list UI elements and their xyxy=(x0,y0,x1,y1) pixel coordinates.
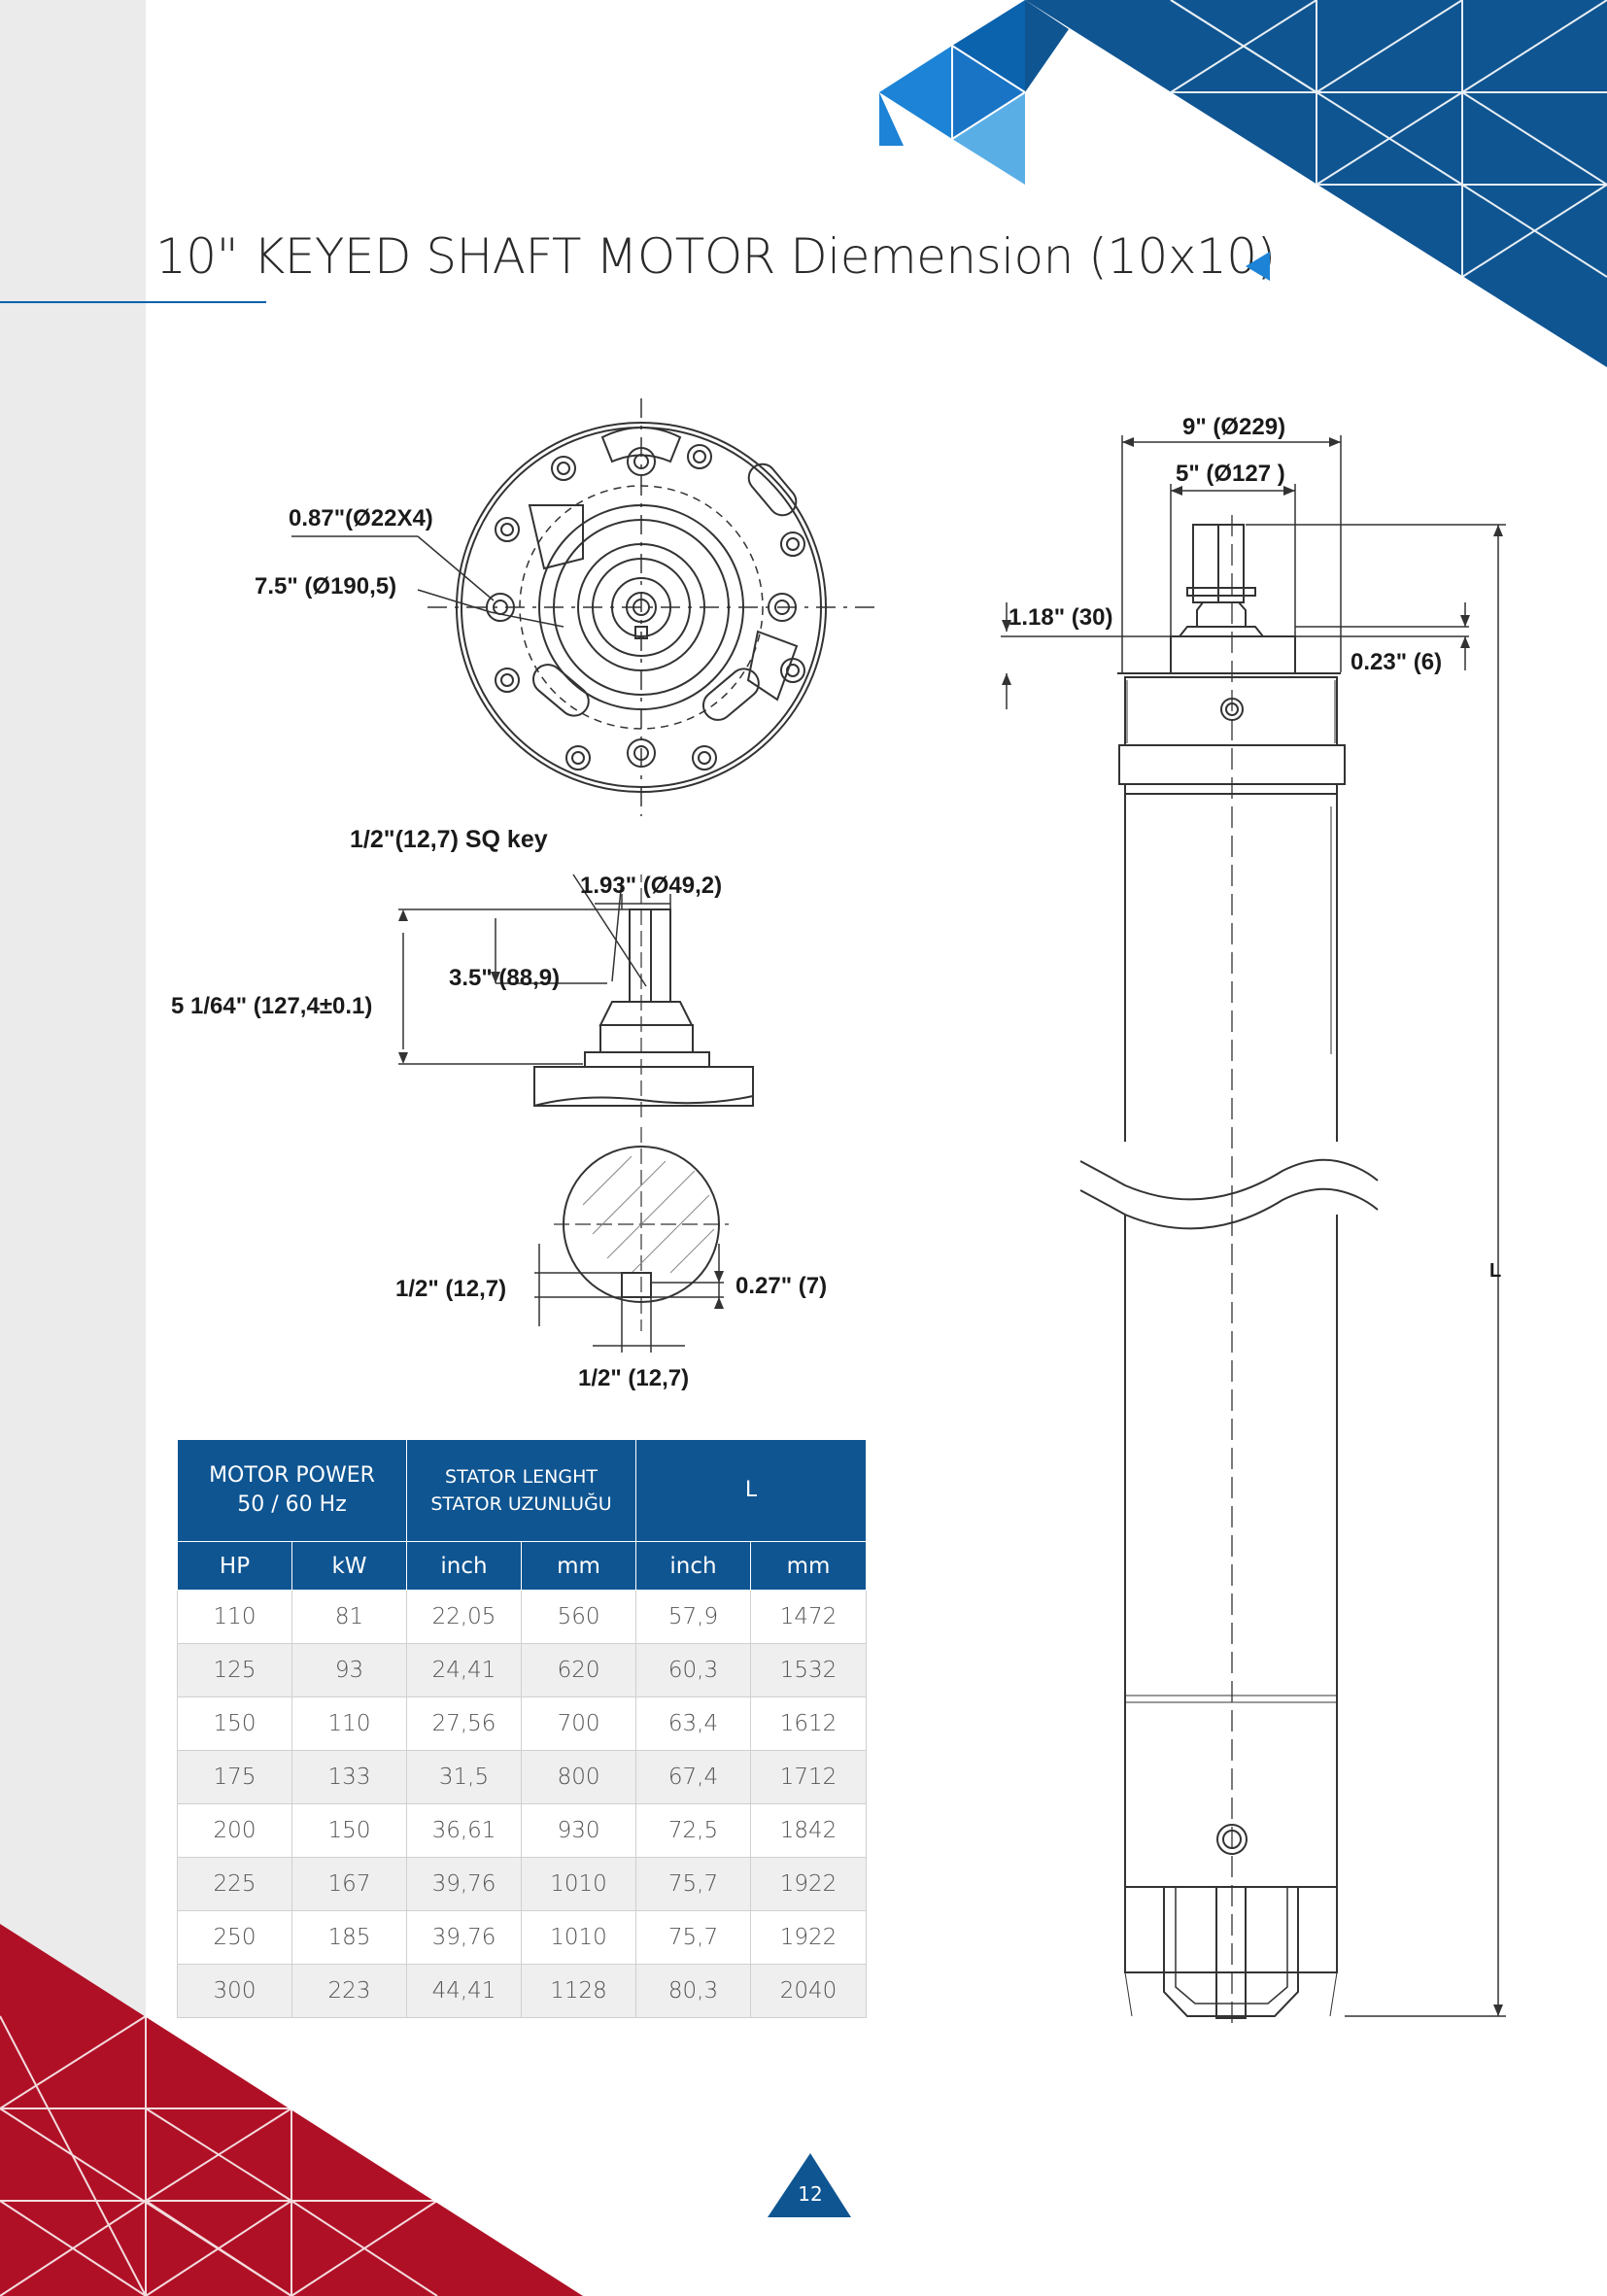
cell-stator-mm: 560 xyxy=(522,1591,636,1644)
cell-stator-mm: 800 xyxy=(522,1751,636,1804)
cell-stator-inch: 31,5 xyxy=(407,1751,522,1804)
cell-stator-inch: 39,76 xyxy=(407,1858,522,1911)
header-motor-power xyxy=(178,1440,407,1542)
dim-length-l: L xyxy=(1489,1260,1502,1282)
header-motor-power-label: MOTOR POWER xyxy=(209,1463,375,1488)
shaft-side-view xyxy=(398,874,753,1117)
cell-l-mm: 2040 xyxy=(751,1965,867,2018)
cell-l-inch: 75,7 xyxy=(636,1911,751,1965)
cell-stator-inch: 44,41 xyxy=(407,1965,522,2018)
cell-stator-inch: 22,05 xyxy=(407,1591,522,1644)
cell-kw: 93 xyxy=(292,1644,407,1697)
page-title: 10" KEYED SHAFT MOTOR Diemension (10x10) xyxy=(155,228,1276,285)
cell-kw: 167 xyxy=(292,1858,407,1911)
dim-flange-thickness: 0.23" (6) xyxy=(1351,649,1443,675)
cell-stator-inch: 36,61 xyxy=(407,1804,522,1858)
cell-hp: 110 xyxy=(178,1591,292,1644)
dim-shaft-length: 5 1/64" (127,4±0.1) xyxy=(171,993,373,1019)
dim-key-length: 3.5" (88,9) xyxy=(449,965,561,991)
header-stator-mm: mm xyxy=(522,1542,636,1591)
cell-l-inch: 72,5 xyxy=(636,1804,751,1858)
motor-dimension-table xyxy=(177,1439,867,2018)
dim-flange-dia: 5" (Ø127 ) xyxy=(1176,461,1285,487)
header-stator-inch: inch xyxy=(407,1542,522,1591)
cell-l-inch: 60,3 xyxy=(636,1644,751,1697)
cell-hp: 225 xyxy=(178,1858,292,1911)
dim-key-width-left: 1/2" (12,7) xyxy=(395,1276,507,1302)
dim-bolt-holes: 0.87"(Ø22X4) xyxy=(289,505,433,531)
cell-kw: 223 xyxy=(292,1965,407,2018)
cell-l-mm: 1532 xyxy=(751,1644,867,1697)
cell-l-mm: 1922 xyxy=(751,1911,867,1965)
cell-stator-mm: 620 xyxy=(522,1644,636,1697)
cell-stator-mm: 700 xyxy=(522,1697,636,1751)
cell-kw: 133 xyxy=(292,1751,407,1804)
header-hp: HP xyxy=(178,1542,292,1591)
cell-stator-mm: 1010 xyxy=(522,1911,636,1965)
cell-l-mm: 1612 xyxy=(751,1697,867,1751)
cell-l-inch: 80,3 xyxy=(636,1965,751,2018)
header-length-l: L xyxy=(636,1440,867,1542)
cell-hp: 150 xyxy=(178,1697,292,1751)
cell-kw: 81 xyxy=(292,1591,407,1644)
header-stator-en-label: STATOR LENGHT xyxy=(445,1466,598,1488)
dim-pitch-circle: 7.5" (Ø190,5) xyxy=(255,573,397,600)
table-row xyxy=(178,1751,867,1804)
dim-outer-dia: 9" (Ø229) xyxy=(1182,414,1286,440)
header-kw: kW xyxy=(292,1542,407,1591)
table-row xyxy=(178,1911,867,1965)
cell-l-inch: 67,4 xyxy=(636,1751,751,1804)
table-row xyxy=(178,1804,867,1858)
cell-hp: 250 xyxy=(178,1911,292,1965)
dim-flange-height: 1.18" (30) xyxy=(1009,604,1113,631)
cell-stator-inch: 24,41 xyxy=(407,1644,522,1697)
table-row xyxy=(178,1591,867,1644)
motor-side-view xyxy=(1080,515,1378,2031)
cell-hp: 125 xyxy=(178,1644,292,1697)
cell-hp: 200 xyxy=(178,1804,292,1858)
cell-l-inch: 63,4 xyxy=(636,1697,751,1751)
header-l-mm: mm xyxy=(751,1542,867,1591)
cell-stator-mm: 930 xyxy=(522,1804,636,1858)
cell-kw: 110 xyxy=(292,1697,407,1751)
cell-l-mm: 1842 xyxy=(751,1804,867,1858)
dim-key-depth: 0.27" (7) xyxy=(735,1273,828,1299)
cell-hp: 175 xyxy=(178,1751,292,1804)
cell-hp: 300 xyxy=(178,1965,292,2018)
cell-l-mm: 1922 xyxy=(751,1858,867,1911)
table-row xyxy=(178,1858,867,1911)
cell-l-inch: 57,9 xyxy=(636,1591,751,1644)
header-stator-length xyxy=(407,1440,636,1542)
dim-sq-key: 1/2"(12,7) SQ key xyxy=(350,826,548,853)
table-header-group-row xyxy=(178,1440,867,1542)
cell-l-mm: 1472 xyxy=(751,1591,867,1644)
cell-l-inch: 75,7 xyxy=(636,1858,751,1911)
table-row xyxy=(178,1697,867,1751)
flange-top-view xyxy=(427,398,874,816)
dim-key-width-bottom: 1/2" (12,7) xyxy=(578,1365,690,1391)
table-row xyxy=(178,1644,867,1697)
cell-stator-inch: 39,76 xyxy=(407,1911,522,1965)
header-stator-tr-label: STATOR UZUNLUĞU xyxy=(430,1493,612,1515)
cell-kw: 185 xyxy=(292,1911,407,1965)
table-row xyxy=(178,1965,867,2018)
cell-stator-inch: 27,56 xyxy=(407,1697,522,1751)
page-number: 12 xyxy=(798,2182,823,2206)
cell-stator-mm: 1128 xyxy=(522,1965,636,2018)
cell-kw: 150 xyxy=(292,1804,407,1858)
header-frequency-label: 50 / 60 Hz xyxy=(237,1492,347,1517)
dim-shaft-dia: 1.93" (Ø49,2) xyxy=(580,873,723,899)
table-header-unit-row xyxy=(178,1542,867,1591)
cell-stator-mm: 1010 xyxy=(522,1858,636,1911)
cell-l-mm: 1712 xyxy=(751,1751,867,1804)
header-l-inch: inch xyxy=(636,1542,751,1591)
shaft-section-view xyxy=(534,1127,729,1353)
